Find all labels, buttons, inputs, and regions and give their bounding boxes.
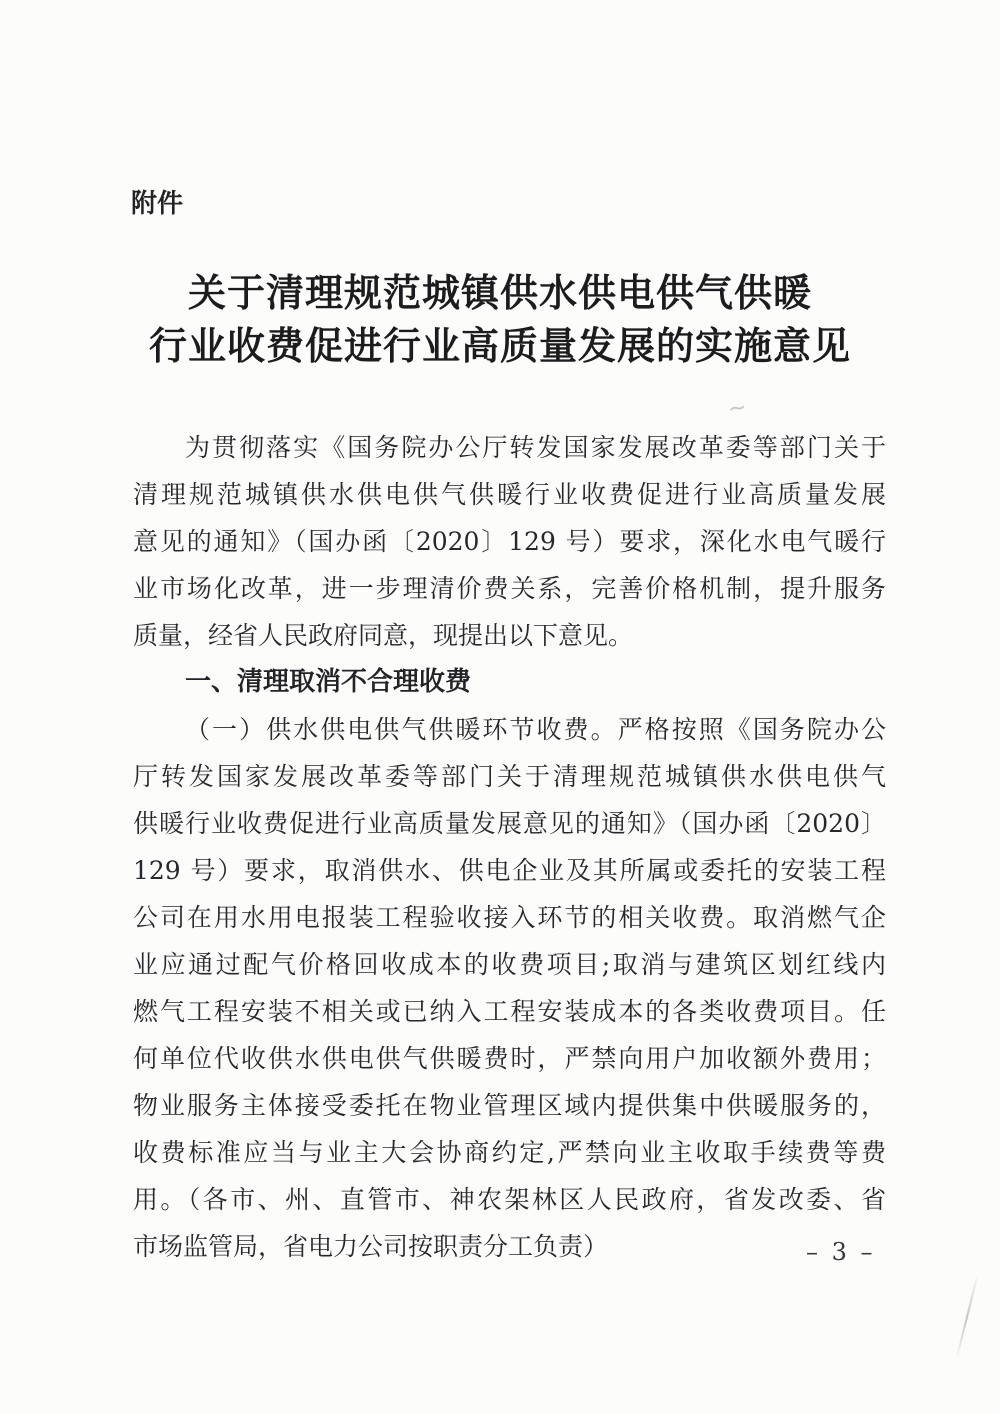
- text-line: 业市场化改革，进一步理清价费关系，完善价格机制，提升服务: [133, 574, 886, 603]
- attachment-label: 附件: [131, 189, 184, 219]
- text-line: 公司在用水用电报装工程验收接入环节的相关收费。取消燃气企: [133, 903, 886, 932]
- paragraph-intro: [133, 424, 886, 659]
- paragraph-item-1: [133, 706, 886, 1270]
- document-title: [0, 266, 1000, 372]
- text-line: 为贯彻落实《国务院办公厅转发国家发展改革委等部门关于: [185, 433, 886, 462]
- text-line: 何单位代收供水供电供气供暖费时，严禁向用户加收额外费用；: [133, 1044, 886, 1073]
- text-line: （一）供水供电供气供暖环节收费。严格按照《国务院办公: [185, 715, 886, 744]
- title-line-1: 关于清理规范城镇供水供电供气供暖: [187, 270, 812, 315]
- text-line: 供暖行业收费促进行业高质量发展意见的通知》（国办函〔2020〕: [133, 809, 886, 838]
- text-line: 收费标准应当与业主大会协商约定,严禁向业主收取手续费等费: [133, 1138, 886, 1167]
- page-number: – 3 –: [806, 1238, 876, 1266]
- title-line-2: 行业收费促进行业高质量发展的实施意见: [148, 323, 851, 368]
- scan-artifact-line: [956, 1277, 978, 1357]
- text-line: 市场监管局，省电力公司按职责分工负责）: [133, 1232, 609, 1261]
- text-line: 厅转发国家发展改革委等部门关于清理规范城镇供水供电供气: [133, 762, 886, 791]
- section-heading: 一、清理取消不合理收费: [185, 667, 472, 697]
- document-body: [133, 424, 886, 1270]
- scan-artifact-tilde: ~: [726, 394, 749, 423]
- text-line: 129 号）要求，取消供水、供电企业及其所属或委托的安装工程: [133, 856, 886, 885]
- text-line: 业应通过配气价格回收成本的收费项目;取消与建筑区划红线内: [133, 950, 886, 979]
- text-line: 物业服务主体接受委托在物业管理区域内提供集中供暖服务的，: [133, 1091, 886, 1120]
- text-line: 意见的通知》（国办函〔2020〕129 号）要求，深化水电气暖行: [133, 527, 886, 556]
- text-line: 清理规范城镇供水供电供气供暖行业收费促进行业高质量发展: [133, 480, 886, 509]
- text-line: 燃气工程安装不相关或已纳入工程安装成本的各类收费项目。任: [133, 997, 886, 1026]
- text-line: 质量，经省人民政府同意，现提出以下意见。: [133, 621, 634, 650]
- text-line: 用。（各市、州、直管市、神农架林区人民政府，省发改委、省: [133, 1185, 886, 1214]
